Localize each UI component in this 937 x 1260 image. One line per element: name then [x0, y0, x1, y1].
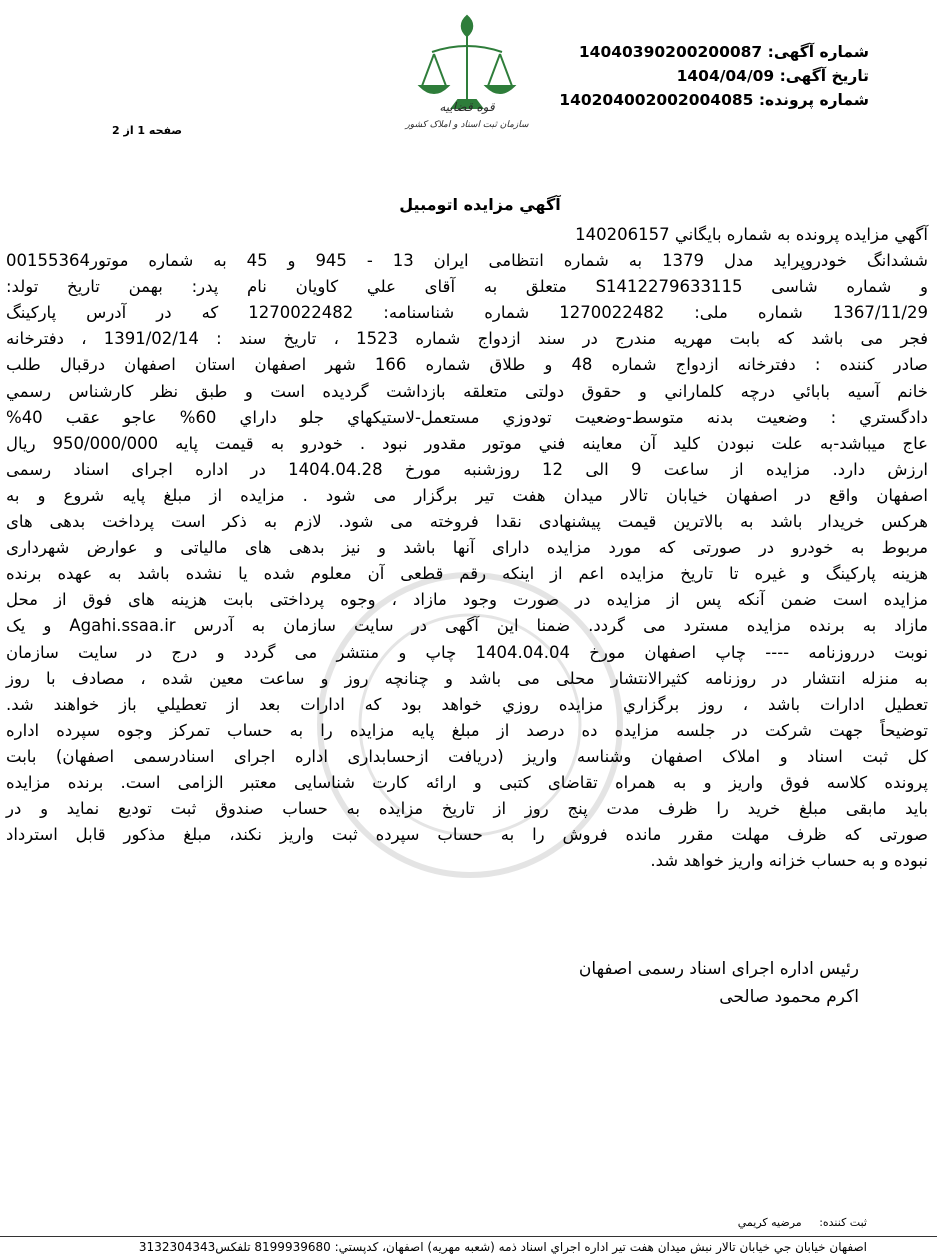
footer-divider	[0, 1236, 937, 1237]
registrar-label: ثبت کننده:	[819, 1216, 867, 1229]
body-line: مربوط به خودرو در صورتی که مورد مزایده دارای آنها باشد و نیز بدهی های مالیاتی و عوارض شهرداری	[6, 538, 928, 558]
body-line: پرونده کلاسه فوق واریز و به همراه تقاضای کتبی و ارائه کارت شناسایی معتبر الزامی است. برنده مزایده	[6, 772, 928, 792]
case-number: 140204002002004085	[559, 91, 754, 109]
body-line: 1367/11/29 شماره ملی: 1270022482 شماره شناسنامه: 1270022482 که در آدرس پارکینگ	[6, 303, 928, 323]
signatory-name: اکرم محمود صالحی	[719, 987, 859, 1007]
logo-caption-registration-org: سازمان ثبت اسناد و املاک کشور	[405, 120, 529, 130]
body-line: خانم آسيه بابائي درچه کلماراني و حقوق دولتی متعلقه بازداشت گردیده است و طبق نظر کارشناس رسمي	[6, 381, 928, 401]
ad-metadata	[489, 40, 869, 112]
body-line: فجر می باشد که بابت مهریه مندرج در سند ازدواج شماره 1523 ، تاریخ سند : 1391/02/14 ، دفترخانه	[6, 329, 928, 349]
body-line: هرکس خریدار باشد به بالاترین قیمت پیشنهادی نقدا فروخته می شود. لازم به ذکر است پرداخت بدهی های	[6, 512, 928, 532]
ad-body-text	[6, 222, 928, 874]
ad-date-label: تاریخ آگهی:	[779, 67, 869, 85]
body-line: نوبت درروزنامه ---- چاپ اصفهان مورخ 1404.04.04 چاپ و منتشر می گردد و درج در سایت سازمان	[6, 642, 928, 662]
registrar	[738, 1216, 867, 1229]
body-line: صادر کننده : دفترخانه ازدواج شماره 48 و طلاق شماره 166 شهر اصفهان استان اصفهان درقبال طلب	[6, 355, 928, 375]
body-line: صورتی که ظرف مهلت مقرر مانده فروش را به حساب سپرده ثبت واریز نکند، مبلغ مذکور قابل استرداد	[6, 825, 928, 845]
registrar-name: مرضيه کريمي	[737, 1216, 802, 1229]
body-line: عاج ميباشد-به علت نبودن کليد آن معاينه فني موتور مقدور نبود . خودرو به قیمت پایه 950/000/000 ریال	[6, 433, 928, 453]
signature-block	[459, 955, 859, 1011]
ad-date-row	[489, 64, 869, 88]
body-line: اصفهان واقع در اصفهان خيابان تالار ميدان هفت تير برگزار می شود . مزایده از مبلغ پایه شروع و به	[6, 485, 928, 505]
body-line: توضیحاً جهت شرکت در جلسه مزایده ده درصد از مبلغ پایه مزایده را به حساب تمرکز وجوه سپرده اداره	[6, 720, 928, 740]
body-line: کل ثبت اسناد و املاک اصفهان وشناسه واریز (دریافت ازحسابداری اداره اجرای اسنادرسمی اصفهان) بابت	[6, 746, 928, 766]
body-line: دادگستري : وضعيت بدنه متوسط-وضعيت تودوزي مستعمل-لاستيکهاي جلو داراي 60% عاجو عقب 40%	[6, 407, 928, 427]
body-line: ارزش دارد. مزایده از ساعت 9 الی 12 روزشنبه مورخ 1404.04.28 در اداره اجرای اسناد رسمی	[6, 459, 928, 479]
document-title: آگهي مزايده اتومبيل	[399, 195, 561, 214]
body-line: به منزله انتشار در روزنامه کثیرالانتشار محلی می باشد و چنانچه روز و ساعت معین شده ، مصادف با روز	[6, 668, 928, 688]
body-line: مزایده است ضمن آنکه پس از مزایده در صورت وجود مازاد ، وجوه پرداختی بابت هزینه های فوق از محل	[6, 590, 928, 610]
case-number-label: شماره پرونده:	[758, 91, 869, 109]
ad-number-row	[489, 40, 869, 64]
footer-address: اصفهان خيابان جي خيابان تالار نبش ميدان هفت تير اداره اجراي اسناد ذمه (شعبه مهريه) اصفهان، کدپستي: 8199939680 تلفکس3132304343	[138, 1240, 867, 1254]
body-line: آگهي مزايده پرونده به شماره بايگاني 140206157	[575, 225, 928, 244]
signatory-position: رئیس اداره اجرای اسناد رسمی اصفهان	[578, 959, 859, 979]
body-line: مازاد به برنده مزایده مسترد می گردد. ضمنا این آگهی در سایت سازمان به آدرس Agahi.ssaa.ir و یک	[6, 616, 928, 636]
ad-number-label: شماره آگهی:	[767, 43, 869, 61]
body-line: ششدانگ خودروپراید مدل 1379 به شماره انتظامی ایران 13 - 945 و 45 به شماره موتور00155364	[6, 251, 928, 271]
body-line: نبوده و به حساب خزانه واریز خواهد شد.	[650, 851, 928, 871]
body-line: باید مابقی مبلغ خرید را ظرف مدت پنج روز از تاریخ مزایده به حساب صندوق ثبت تودیع نماید و در	[6, 799, 928, 819]
body-line: و شماره شاسی S1412279633115 متعلق به آقای علي کاويان نام پدر: بهمن تاريخ تولد:	[6, 277, 929, 297]
page-indicator: صفحه 1 از 2	[112, 124, 183, 137]
logo-caption-judiciary: قوه قضاییه	[439, 100, 495, 114]
case-number-row	[489, 88, 869, 112]
ad-number: 14040390200200087	[578, 43, 763, 61]
ad-date: 1404/04/09	[676, 67, 775, 85]
body-line: هزینه پارکینگ و غیره تا تاریخ مزایده اعم از اینکه رقم قطعی آن معلوم شده یا نشده باشد به عهده برنده	[6, 564, 928, 584]
body-line: تعطیل ادارات باشد ، روز برگزاري مزايده روزي خواهد بود كه ادارات بعد از تعطيلي باز خواهند شد.	[6, 694, 928, 714]
